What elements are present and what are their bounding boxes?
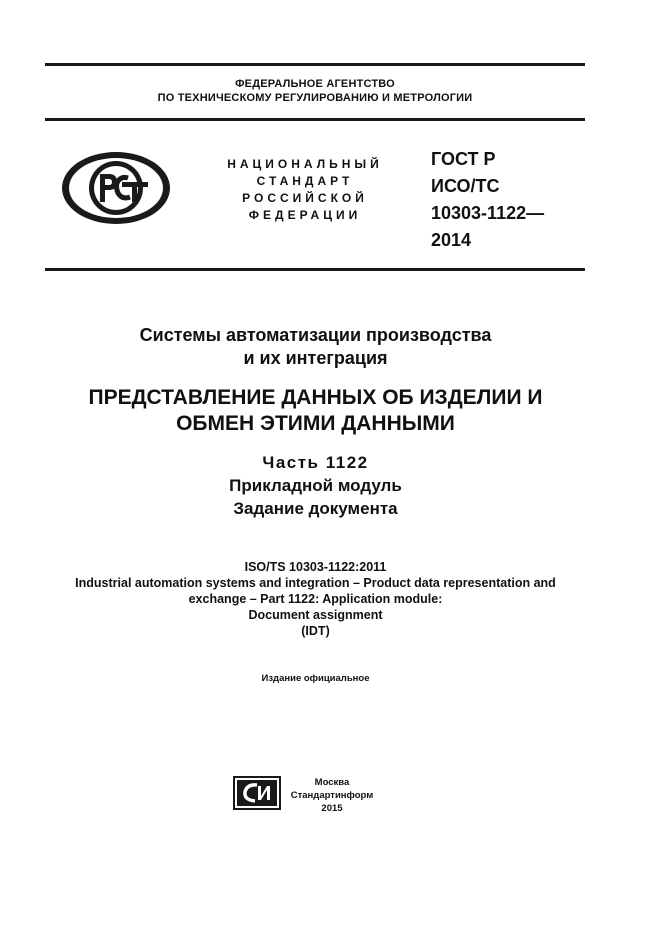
part-number: Часть 1122 [262, 453, 369, 472]
agency-line-2: ПО ТЕХНИЧЕСКОМУ РЕГУЛИРОВАНИЮ И МЕТРОЛОГИИ [157, 92, 473, 104]
standard-type-line-3: РОССИЙСКОЙ [242, 191, 368, 205]
part-title-line-3: Задание документа [233, 499, 398, 518]
series-title-line-1: Системы автоматизации производства [139, 325, 492, 345]
designation-line-2: ИСО/ТС [431, 176, 500, 196]
gost-r-mark-icon [60, 150, 172, 226]
header-bottom-rule [45, 268, 585, 271]
series-title-line-2: и их интеграция [243, 348, 388, 368]
main-title-line-2: ОБМЕН ЭТИМИ ДАННЫМИ [176, 412, 455, 435]
designation-line-3: 10303-1122— [431, 203, 545, 223]
standard-type-line-4: ФЕДЕРАЦИИ [248, 208, 362, 222]
publisher-block [283, 776, 381, 815]
iso-title-line-3: Document assignment [248, 608, 383, 622]
standard-type-line-1: НАЦИОНАЛЬНЫЙ [227, 157, 383, 171]
designation-line-4: 2014 [431, 230, 472, 250]
header-divider [45, 118, 585, 121]
main-title [30, 385, 601, 437]
standartinform-logo-icon [233, 776, 281, 810]
standard-type-line-2: СТАНДАРТ [256, 174, 354, 188]
publisher-year: 2015 [321, 803, 343, 814]
iso-title-line-2: exchange – Part 1122: Application module: [188, 592, 443, 606]
part-title [30, 451, 601, 520]
standard-designation [431, 146, 544, 254]
edition-label: Издание официальное [261, 673, 370, 684]
series-title [30, 324, 601, 370]
iso-code: ISO/TS 10303-1122:2011 [244, 560, 387, 574]
top-rule [45, 63, 585, 66]
publisher-name: Стандартинформ [290, 790, 374, 801]
agency-line-1: ФЕДЕРАЛЬНОЕ АГЕНТСТВО [235, 78, 395, 90]
iso-title-line-1: Industrial automation systems and integration – Product data representation and [75, 576, 556, 590]
iso-equivalence: (IDT) [301, 624, 330, 638]
standard-type [205, 156, 405, 224]
designation-line-1: ГОСТ Р [431, 149, 496, 169]
iso-reference [30, 559, 601, 639]
part-title-line-2: Прикладной модуль [229, 476, 402, 495]
main-title-line-1: ПРЕДСТАВЛЕНИЕ ДАННЫХ ОБ ИЗДЕЛИИ И [88, 386, 543, 409]
publisher-city: Москва [314, 777, 350, 788]
agency-header [45, 77, 585, 105]
